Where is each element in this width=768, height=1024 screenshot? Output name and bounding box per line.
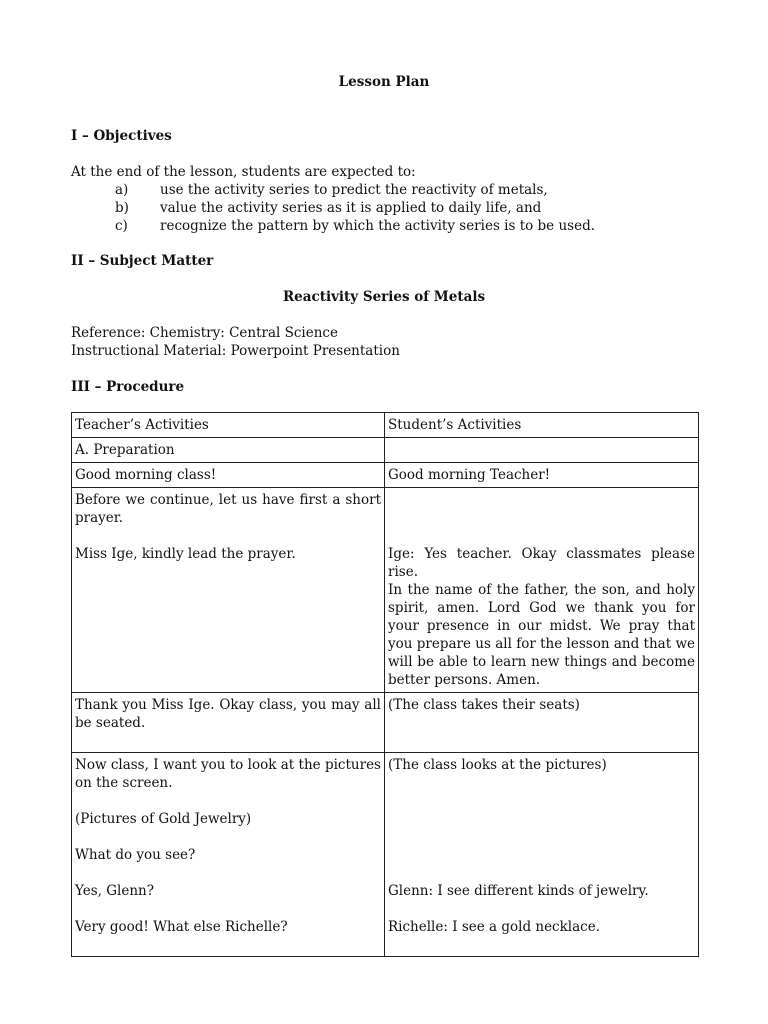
- procedure-heading: III – Procedure: [71, 379, 185, 395]
- objectives-intro: At the end of the lesson, students are expected to:: [71, 164, 416, 180]
- student-line: (The class looks at the pictures): [388, 757, 607, 773]
- teacher-line: Miss Ige, kindly lead the prayer.: [75, 546, 296, 562]
- subject-matter-heading: II – Subject Matter: [71, 253, 214, 269]
- student-cell: (The class takes their seats): [385, 693, 699, 753]
- topic-title: Reactivity Series of Metals: [282, 289, 486, 305]
- objective-text: recognize the pattern by which the activity series is to be used.: [160, 218, 596, 234]
- procedure-table: [71, 412, 699, 957]
- table-header-row: [72, 413, 699, 438]
- teacher-cell: Good morning class!: [72, 463, 385, 488]
- empty-cell: [385, 438, 699, 463]
- table-row: [72, 693, 699, 753]
- student-line: Richelle: I see a gold necklace.: [388, 919, 601, 935]
- student-line: Ige: Yes teacher. Okay classmates please rise.: [388, 546, 695, 580]
- objective-letter: b): [115, 200, 129, 216]
- table-row: [72, 463, 699, 488]
- student-cell: [385, 488, 699, 693]
- objectives-heading: I – Objectives: [71, 128, 172, 144]
- instructional-material-line: Instructional Material: Powerpoint Presentation: [71, 343, 400, 359]
- teacher-line: Now class, I want you to look at the pictures on the screen.: [75, 757, 381, 791]
- teacher-line: Before we continue, let us have first a short prayer.: [75, 492, 381, 526]
- teacher-line: Very good! What else Richelle?: [75, 919, 288, 935]
- teacher-line: (Pictures of Gold Jewelry): [75, 811, 252, 827]
- student-line: In the name of the father, the son, and holy spirit, amen. Lord God we thank you for your presence in our midst. We pray that you prepare us all for the lesson and that we will be able to learn new things and become better persons. Amen.: [388, 582, 695, 688]
- reference-line: Reference: Chemistry: Central Science: [71, 325, 338, 341]
- objective-text: value the activity series as it is applied to daily life, and: [160, 200, 542, 216]
- teacher-line: Yes, Glenn?: [75, 883, 154, 899]
- header-student: Student’s Activities: [385, 413, 699, 438]
- table-row: [72, 438, 699, 463]
- objective-text: use the activity series to predict the reactivity of metals,: [160, 182, 548, 198]
- header-teacher: Teacher’s Activities: [72, 413, 385, 438]
- table-row: [72, 753, 699, 957]
- objective-letter: a): [115, 182, 129, 198]
- teacher-cell: [72, 753, 385, 957]
- objective-item: [71, 217, 691, 235]
- objective-item: [71, 199, 691, 217]
- student-cell: Good morning Teacher!: [385, 463, 699, 488]
- teacher-line: What do you see?: [75, 847, 196, 863]
- page-title: Lesson Plan: [338, 74, 430, 90]
- objective-item: [71, 181, 691, 199]
- teacher-cell: [72, 488, 385, 693]
- student-line: Glenn: I see different kinds of jewelry.: [388, 883, 649, 899]
- teacher-cell: Thank you Miss Ige. Okay class, you may all be seated.: [72, 693, 385, 753]
- student-cell: [385, 753, 699, 957]
- objective-letter: c): [115, 218, 128, 234]
- table-row: [72, 488, 699, 693]
- section-label: A. Preparation: [72, 438, 385, 463]
